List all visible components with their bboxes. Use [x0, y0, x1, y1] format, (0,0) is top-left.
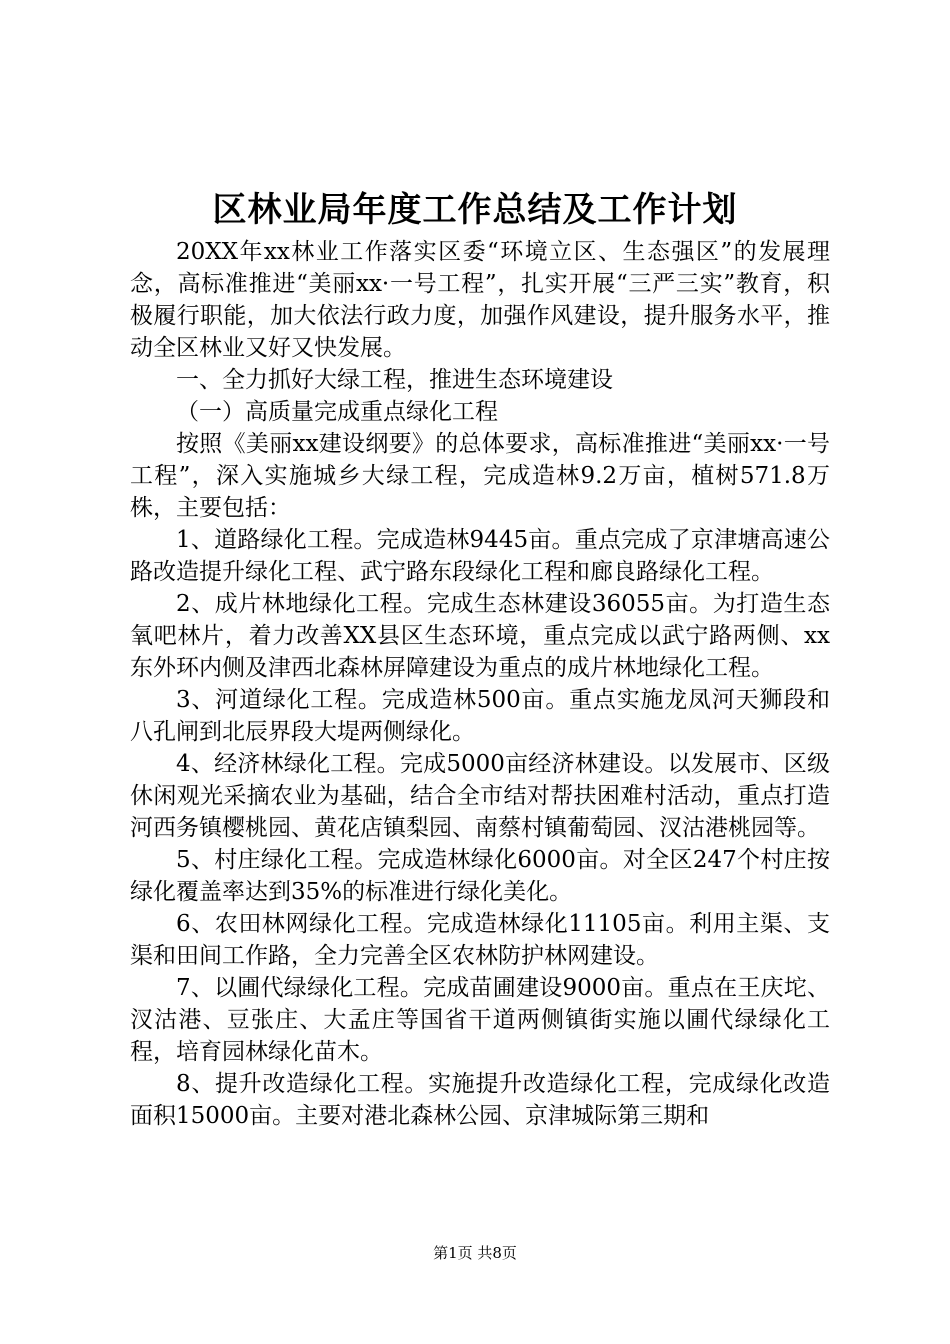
list-item-upgrade-greening: 8、提升改造绿化工程。实施提升改造绿化工程，完成绿化改造面积15000亩。主要对港北森林公园、京津城际第三期和: [130, 1071, 830, 1129]
intro-paragraph: 20XX年xx林业工作落实区委“环境立区、生态强区”的发展理念，高标准推进“美丽xx·一号工程”，扎实开展“三严三实”教育，积极履行职能，加大依法行政力度，加强作风建设，提升服务水平，推动全区林业又好又快发展。: [130, 239, 830, 361]
list-item-village-greening: 5、村庄绿化工程。完成造林绿化6000亩。对全区247个村庄按绿化覆盖率达到35%的标准进行绿化美化。: [130, 847, 830, 905]
body-paragraph: 按照《美丽xx建设纲要》的总体要求，高标准推进“美丽xx·一号工程”，深入实施城乡大绿工程，完成造林9.2万亩，植树571.8万株，主要包括：: [130, 431, 830, 521]
list-item-nursery-greening: 7、以圃代绿绿化工程。完成苗圃建设9000亩。重点在王庆坨、汊沽港、豆张庄、大孟庄等国省干道两侧镇街实施以圃代绿绿化工程，培育园林绿化苗木。: [130, 975, 830, 1065]
section-heading-1: 一、全力抓好大绿工程，推进生态环境建设: [176, 367, 613, 393]
page-footer: 第1页 共8页: [433, 1244, 517, 1262]
list-item-farmland-network: 6、农田林网绿化工程。完成造林绿化11105亩。利用主渠、支渠和田间工作路，全力完善全区农林防护林网建设。: [130, 911, 830, 969]
list-item-economic-forest: 4、经济林绿化工程。完成5000亩经济林建设。以发展市、区级休闲观光采摘农业为基础，结合全市结对帮扶困难村活动，重点打造河西务镇樱桃园、黄花店镇梨园、南蔡村镇葡萄园、汊沽港桃园等。: [130, 751, 830, 841]
list-item-river-greening: 3、河道绿化工程。完成造林500亩。重点实施龙凤河天狮段和八孔闸到北辰界段大堤两侧绿化。: [130, 687, 830, 745]
document-body: [130, 236, 830, 1132]
list-item-forest-land: 2、成片林地绿化工程。完成生态林建设36055亩。为打造生态氧吧林片，着力改善XX县区生态环境，重点完成以武宁路两侧、xx东外环内侧及津西北森林屏障建设为重点的成片林地绿化工程。: [130, 591, 830, 681]
document-title: 区林业局年度工作总结及工作计划: [212, 190, 738, 230]
subsection-heading-1: （一）高质量完成重点绿化工程: [176, 399, 498, 425]
list-item-road-greening: 1、道路绿化工程。完成造林9445亩。重点完成了京津塘高速公路改造提升绿化工程、武宁路东段绿化工程和廊良路绿化工程。: [130, 527, 830, 585]
